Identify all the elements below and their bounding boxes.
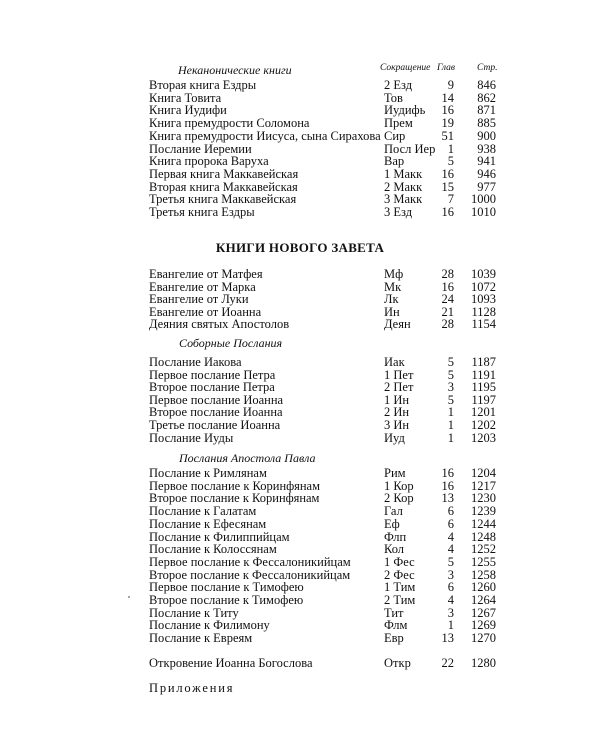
book-chapters: 6: [447, 504, 454, 519]
book-chapters: 7: [447, 192, 454, 207]
book-abbreviation: Посл Иер: [384, 141, 436, 156]
book-abbreviation: Тит: [384, 605, 404, 620]
noncanonical-title: Неканонические книги: [178, 63, 292, 77]
book-chapters: 1: [447, 618, 454, 633]
book-page: 1154: [471, 317, 496, 331]
book-title: Книга премудрости Иисуса, сына Сирахова: [149, 128, 381, 143]
book-title: Деяния святых Апостолов: [149, 317, 290, 331]
book-page: 1195: [471, 380, 496, 395]
book-title: Послание Иуды: [149, 430, 234, 445]
book-abbreviation: 3 Макк: [384, 192, 423, 207]
book-page: 1197: [471, 392, 496, 407]
book-page: 1204: [471, 466, 496, 480]
book-abbreviation: 2 Макк: [384, 179, 423, 194]
book-abbreviation: Откр: [384, 656, 411, 670]
book-chapters: 3: [447, 567, 454, 582]
book-page: 1280: [471, 656, 496, 670]
book-chapters: 15: [441, 179, 454, 194]
book-page: 1260: [471, 580, 496, 595]
book-title: Первое послание Петра: [149, 367, 276, 382]
book-page: 1239: [471, 504, 496, 519]
book-chapters: 16: [441, 166, 454, 181]
book-abbreviation: Гал: [384, 504, 403, 519]
toc-row[interactable]: [0, 205, 600, 219]
book-abbreviation: Рим: [384, 466, 406, 480]
book-abbreviation: Прем: [384, 116, 413, 131]
book-title: Евангелие от Марка: [149, 279, 256, 294]
book-page: 938: [477, 141, 496, 156]
book-title: Второе послание к Тимофею: [149, 593, 304, 607]
book-title: Первое послание к Фессалоникийцам: [149, 554, 351, 569]
book-title: Первое послание к Коринфянам: [149, 478, 320, 493]
book-page: 1000: [471, 192, 496, 207]
book-page: 1202: [471, 418, 496, 432]
book-abbreviation: 2 Езд: [384, 78, 413, 92]
column-abbreviation-label: Сокращение: [380, 63, 431, 73]
book-title: Второе послание к Коринфянам: [149, 491, 320, 506]
scan-speck: [128, 596, 130, 598]
book-abbreviation: Иак: [384, 355, 405, 369]
book-abbreviation: Иудифь: [384, 103, 426, 118]
book-page: 1255: [471, 554, 496, 569]
book-chapters: 6: [447, 580, 454, 595]
book-page: 1010: [471, 205, 496, 219]
new-testament-title: КНИГИ НОВОГО ЗАВЕТА: [215, 240, 385, 255]
book-abbreviation: Ин: [384, 304, 400, 319]
toc-row[interactable]: [0, 317, 600, 331]
book-title: Послание к Колоссянам: [149, 542, 277, 557]
book-page: 1203: [471, 430, 496, 445]
pauline-epistles-title: Послания Апостола Павла: [179, 451, 316, 465]
book-page: 1270: [471, 631, 496, 646]
book-page: 1248: [471, 529, 496, 544]
book-abbreviation: Флм: [384, 618, 408, 633]
book-page: 846: [477, 78, 496, 92]
book-title: Третья книга Ездры: [149, 205, 255, 219]
book-abbreviation: Лк: [384, 292, 399, 306]
book-chapters: 13: [441, 491, 454, 506]
book-title: Евангелие от Матфея: [149, 267, 263, 281]
column-chapters-label: Глав: [437, 63, 456, 73]
book-chapters: 1: [447, 405, 454, 420]
book-title: Евангелие от Луки: [149, 292, 249, 306]
book-abbreviation: 1 Кор: [384, 478, 414, 493]
book-abbreviation: 2 Тим: [384, 593, 416, 607]
book-chapters: 22: [441, 656, 454, 670]
book-page: 1128: [471, 304, 496, 319]
book-chapters: 1: [447, 430, 454, 445]
book-title: Послание к Ефесянам: [149, 516, 267, 531]
book-abbreviation: 3 Езд: [384, 205, 413, 219]
book-abbreviation: Тов: [384, 90, 403, 105]
book-chapters: 1: [447, 418, 454, 432]
book-chapters: 5: [447, 154, 454, 169]
book-page: 1093: [471, 292, 496, 306]
book-abbreviation: 1 Пет: [384, 367, 414, 382]
book-title: Послание к Евреям: [149, 631, 253, 646]
book-chapters: 28: [441, 267, 454, 281]
book-abbreviation: Вар: [384, 154, 405, 169]
book-title: Послание к Римлянам: [149, 466, 267, 480]
book-chapters: 51: [441, 128, 454, 143]
book-abbreviation: 2 Ин: [384, 405, 410, 420]
book-chapters: 24: [441, 292, 454, 306]
book-abbreviation: Мф: [384, 267, 404, 281]
book-abbreviation: Кол: [384, 542, 405, 557]
book-abbreviation: 1 Ин: [384, 392, 410, 407]
book-chapters: 5: [447, 367, 454, 382]
book-chapters: 4: [447, 529, 454, 544]
book-page: 941: [477, 154, 496, 169]
book-title: Второе послание Петра: [149, 380, 275, 395]
book-title: Книга Иудифи: [149, 103, 227, 118]
book-title: Послание Иакова: [149, 355, 242, 369]
book-page: 871: [477, 103, 496, 118]
book-title: Послание к Филиппийцам: [149, 529, 290, 544]
book-page: 1072: [471, 279, 496, 294]
column-page-label: Стр.: [477, 63, 498, 73]
toc-row[interactable]: [0, 431, 600, 445]
book-abbreviation: 3 Ин: [384, 418, 410, 432]
book-chapters: 28: [441, 317, 454, 331]
book-abbreviation: 2 Фес: [384, 567, 415, 582]
book-chapters: 9: [447, 78, 454, 92]
book-chapters: 4: [447, 593, 454, 607]
book-page: 1230: [471, 491, 496, 506]
book-chapters: 16: [441, 205, 454, 219]
book-chapters: 13: [441, 631, 454, 646]
book-page: 900: [477, 128, 496, 143]
toc-row[interactable]: [0, 631, 600, 645]
book-abbreviation: 1 Тим: [384, 580, 416, 595]
book-abbreviation: 2 Пет: [384, 380, 414, 395]
book-page: 1201: [471, 405, 496, 420]
book-page: 1252: [471, 542, 496, 557]
book-chapters: 16: [441, 279, 454, 294]
book-chapters: 5: [447, 392, 454, 407]
book-abbreviation: Деян: [384, 317, 411, 331]
book-page: 1187: [471, 355, 496, 369]
book-title: Послание к Титу: [149, 605, 239, 620]
appendix-heading: Приложения: [149, 681, 235, 695]
book-title: Первое послание к Тимофею: [149, 580, 304, 595]
book-chapters: 3: [447, 380, 454, 395]
book-chapters: 5: [447, 355, 454, 369]
book-page: 885: [477, 116, 496, 131]
book-title: Послание к Галатам: [149, 504, 257, 519]
book-title: Вторая книга Ездры: [149, 78, 257, 92]
book-abbreviation: Сир: [384, 128, 406, 143]
book-title: Откровение Иоанна Богослова: [149, 656, 313, 670]
book-title: Первое послание Иоанна: [149, 392, 284, 407]
book-abbreviation: Евр: [384, 631, 404, 646]
book-title: Книга пророка Варуха: [149, 154, 269, 169]
book-abbreviation: Мк: [384, 279, 402, 294]
book-title: Второе послание к Фессалоникийцам: [149, 567, 351, 582]
book-title: Первая книга Маккавейская: [149, 166, 299, 181]
book-page: 1258: [471, 567, 496, 582]
book-title: Книга премудрости Соломона: [149, 116, 310, 131]
book-abbreviation: Иуд: [384, 430, 405, 445]
book-title: Книга Товита: [149, 90, 222, 105]
book-abbreviation: 1 Фес: [384, 554, 415, 569]
book-page: 946: [477, 166, 496, 181]
catholic-epistles-title: Соборные Послания: [179, 336, 283, 350]
book-page: 862: [477, 90, 496, 105]
book-abbreviation: Флп: [384, 529, 407, 544]
toc-row-revelation[interactable]: [0, 656, 600, 670]
book-page: 1264: [471, 593, 496, 607]
book-title: Послание к Филимону: [149, 618, 270, 633]
book-abbreviation: 1 Макк: [384, 166, 423, 181]
book-title: Второе послание Иоанна: [149, 405, 283, 420]
book-chapters: 16: [441, 478, 454, 493]
book-title: Третья книга Маккавейская: [149, 192, 297, 207]
book-chapters: 4: [447, 542, 454, 557]
book-chapters: 3: [447, 605, 454, 620]
book-chapters: 6: [447, 516, 454, 531]
book-page: 1267: [471, 605, 496, 620]
book-page: 1217: [471, 478, 496, 493]
book-chapters: 1: [447, 141, 454, 156]
book-abbreviation: Еф: [384, 516, 400, 531]
book-title: Евангелие от Иоанна: [149, 304, 262, 319]
book-title: Послание Иеремии: [149, 141, 252, 156]
book-page: 1269: [471, 618, 496, 633]
book-chapters: 19: [441, 116, 454, 131]
book-title: Вторая книга Маккавейская: [149, 179, 298, 194]
book-chapters: 21: [441, 304, 454, 319]
book-page: 977: [477, 179, 496, 194]
book-chapters: 16: [441, 103, 454, 118]
book-page: 1244: [471, 516, 496, 531]
book-chapters: 14: [441, 90, 454, 105]
book-chapters: 5: [447, 554, 454, 569]
book-page: 1191: [471, 367, 496, 382]
book-abbreviation: 2 Кор: [384, 491, 414, 506]
book-title: Третье послание Иоанна: [149, 418, 281, 432]
book-chapters: 16: [441, 466, 454, 480]
book-page: 1039: [471, 267, 496, 281]
